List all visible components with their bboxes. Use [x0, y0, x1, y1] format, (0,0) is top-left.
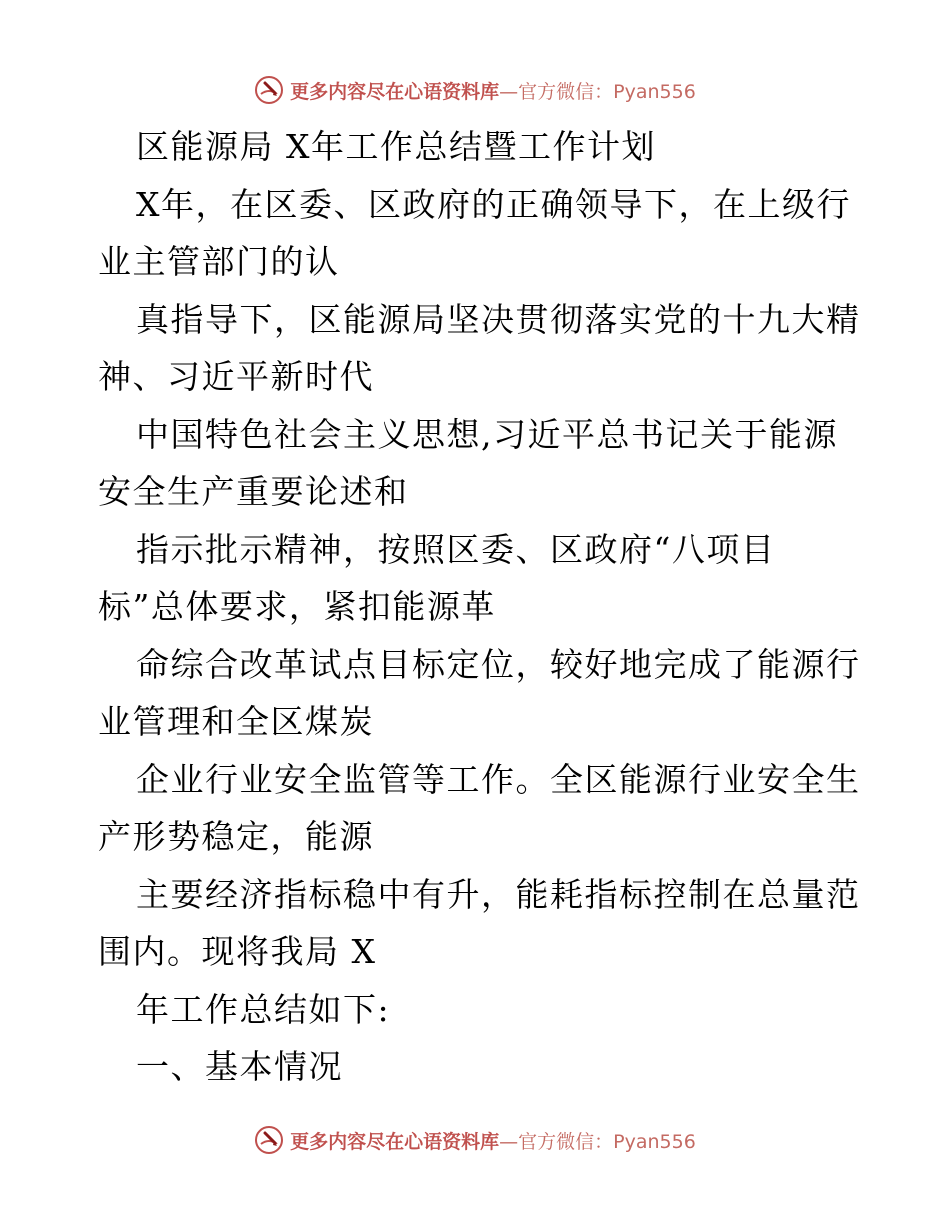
- paragraph-line: 主要经济指标稳中有升，能耗指标控制在总量范: [136, 874, 861, 914]
- paragraph-line: 企业行业安全监管等工作。全区能源行业安全生: [136, 759, 861, 799]
- header-banner-tail: —官方微信：Pyan556: [499, 80, 696, 103]
- paragraph-line: 围内。现将我局 X: [98, 932, 377, 971]
- header-banner-text: [290, 77, 696, 104]
- footer-banner-tail: —官方微信：Pyan556: [499, 1130, 696, 1153]
- paragraph-line: 业管理和全区煤炭: [98, 702, 374, 741]
- document-lines: [98, 176, 861, 1096]
- footer-banner-text: [290, 1127, 696, 1154]
- paragraph-line: 指示批示精神，按照区委、区政府“八项目: [136, 529, 776, 569]
- paragraph-line: 标”总体要求，紧扣能源革: [98, 587, 496, 626]
- paragraph-line: X年，在区委、区政府的正确领导下，在上级行: [136, 184, 851, 224]
- paragraph-line: 一、基本情况: [136, 1047, 343, 1086]
- book-pen-logo-icon: [254, 75, 284, 105]
- paragraph-line: 业主管部门的认: [98, 242, 340, 281]
- paragraph-line: 安全生产重要论述和: [98, 472, 409, 511]
- paragraph-line: 年工作总结如下:: [136, 989, 391, 1029]
- paragraph-line: 神、习近平新时代: [98, 357, 374, 396]
- paragraph-line: 命综合改革试点目标定位，较好地完成了能源行: [136, 644, 861, 684]
- paragraph-line: 产形势稳定，能源: [98, 817, 374, 856]
- footer-banner: [0, 1120, 950, 1160]
- document-body: [98, 118, 861, 1096]
- book-pen-logo-icon: [254, 1125, 284, 1155]
- paragraph-line: 中国特色社会主义思想,习近平总书记关于能源: [136, 414, 838, 454]
- document-title: 区能源局 X年工作总结暨工作计划: [136, 127, 656, 166]
- footer-banner-main: 更多内容尽在心语资料库: [290, 1130, 500, 1153]
- header-banner: [0, 70, 950, 110]
- header-banner-main: 更多内容尽在心语资料库: [290, 80, 500, 103]
- paragraph-line: 真指导下，区能源局坚决贯彻落实党的十九大精: [136, 299, 861, 339]
